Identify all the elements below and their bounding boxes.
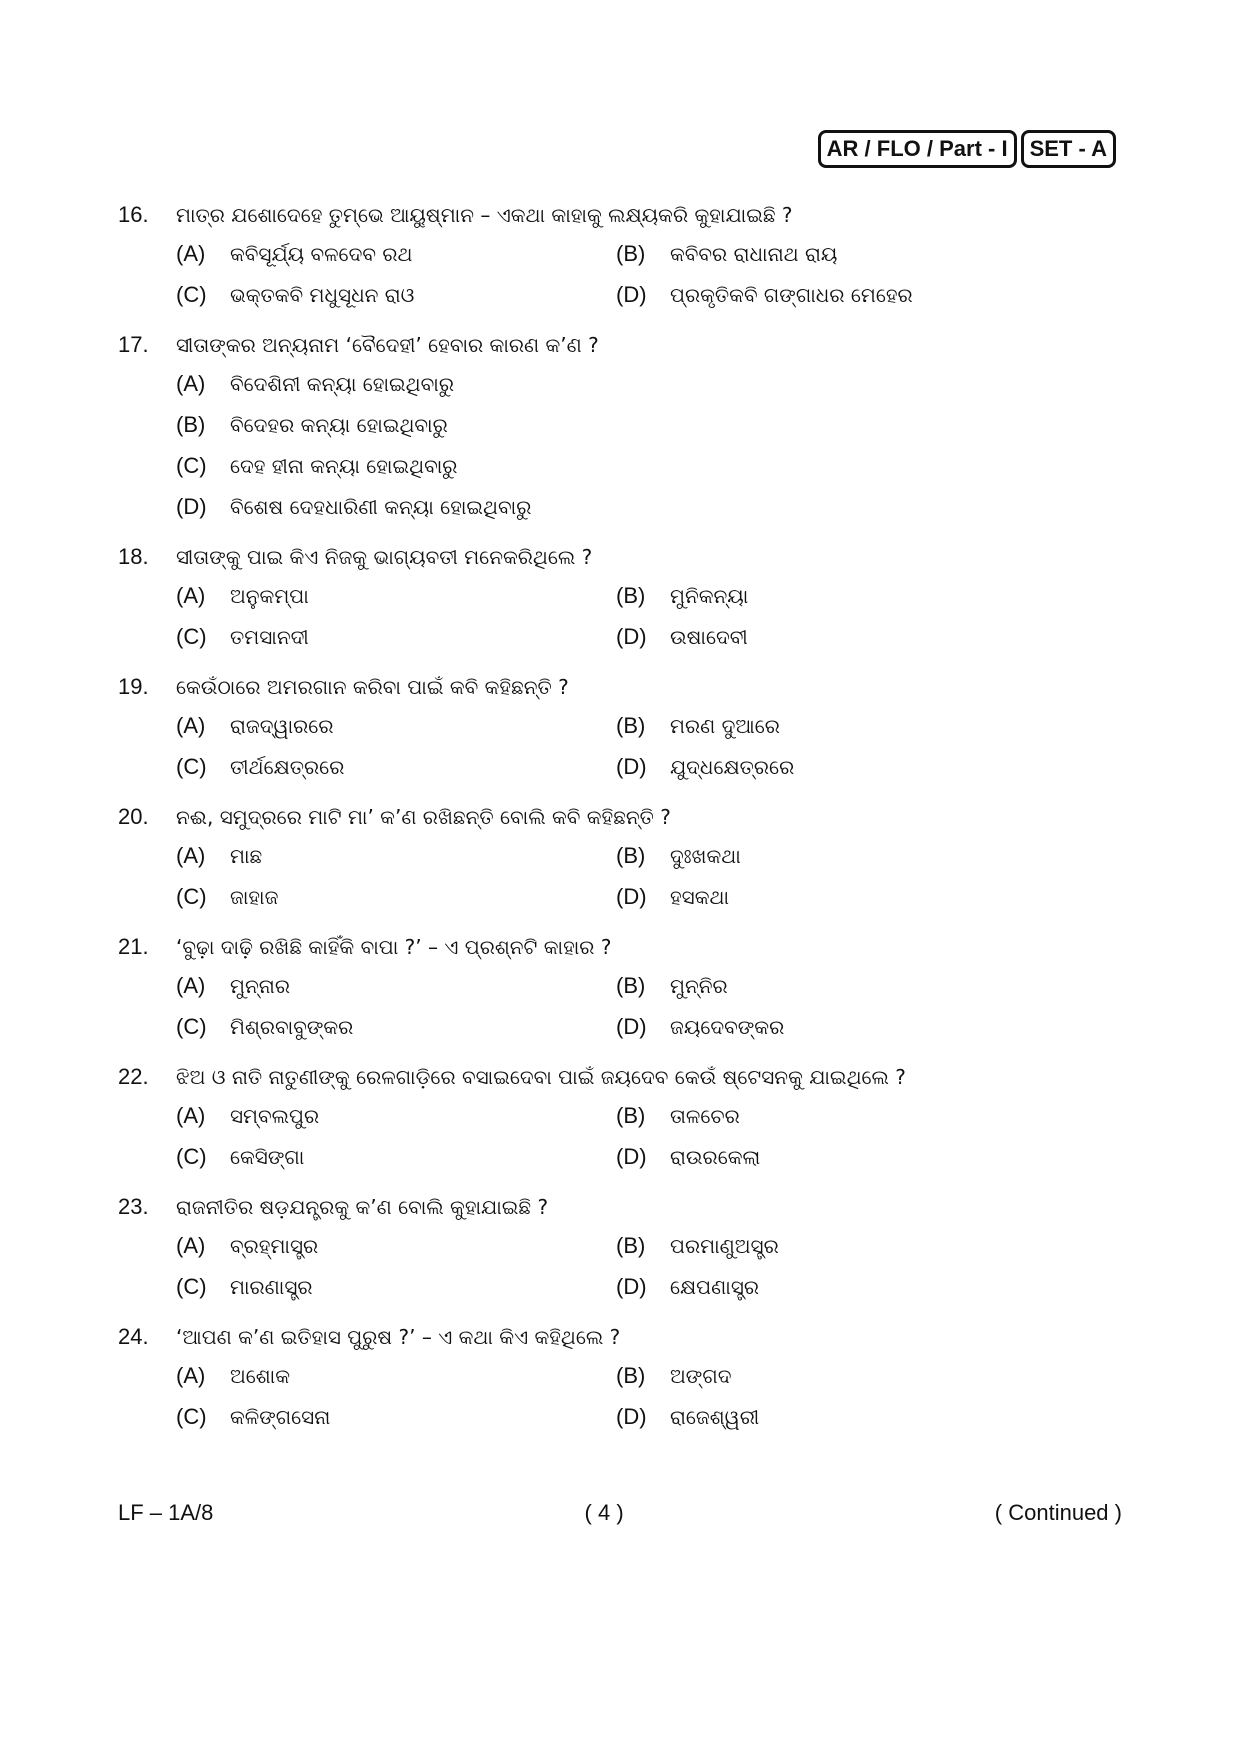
option-text: ଭକ୍ତକବି ମଧୁସୂଧନ ରାଓ	[230, 282, 415, 307]
option-row	[118, 445, 1118, 486]
option-label: (D)	[616, 883, 647, 909]
option-text: ପ୍ରକୃତିକବି ଗଙ୍ଗାଧର ମେହେର	[670, 282, 913, 307]
option-row	[118, 1396, 1118, 1437]
question	[118, 668, 1118, 787]
option-label: (A)	[176, 370, 206, 396]
answer-option	[616, 843, 1056, 869]
question	[118, 1058, 1118, 1177]
option-row	[118, 965, 1118, 1006]
question-stem	[118, 1318, 1118, 1355]
question-text: ଝିଅ ଓ ନାତି ନାତୁଣୀଙ୍କୁ ରେଳଗାଡ଼ିରେ ବସାଇଦେବା ପାଇଁ ଜୟଦେବ କେଉଁ ଷ୍ଟେସନକୁ ଯାଇଥିଲେ ?	[176, 1064, 906, 1089]
option-label: (A)	[176, 1232, 206, 1258]
option-text: କ୍ଷେପଣାସ୍ତ୍ର	[670, 1274, 760, 1299]
answer-option	[176, 412, 616, 438]
paper-code-header	[818, 130, 1116, 168]
option-row	[118, 746, 1118, 787]
option-label: (A)	[176, 1362, 206, 1388]
option-label: (D)	[616, 1273, 647, 1299]
answer-option	[176, 754, 616, 780]
option-text: ଦେହ ହୀନା କନ୍ୟା ହୋଇଥିବାରୁ	[230, 453, 458, 478]
option-row	[118, 835, 1118, 876]
option-label: (D)	[616, 1143, 647, 1169]
option-label: (C)	[176, 1143, 207, 1169]
answer-option	[176, 282, 616, 308]
option-row	[118, 876, 1118, 917]
question-number: 24.	[118, 1323, 149, 1349]
option-label: (D)	[616, 1403, 647, 1429]
answer-option	[176, 1144, 616, 1170]
question	[118, 1318, 1118, 1437]
option-row	[118, 1225, 1118, 1266]
question-stem	[118, 196, 1118, 233]
option-label: (B)	[616, 1362, 646, 1388]
option-label: (C)	[176, 1403, 207, 1429]
option-text: ରାଜେଶ୍ୱରୀ	[670, 1404, 760, 1429]
option-row	[118, 486, 1118, 527]
option-text: ଯୁଦ୍ଧକ୍ଷେତ୍ରରେ	[670, 754, 795, 779]
page-number: ( 4 )	[584, 1500, 624, 1525]
option-label: (C)	[176, 753, 207, 779]
question-text: ସୀତାଙ୍କର ଅନ୍ୟନାମ ‘ବୈଦେହୀ’ ହେବାର କାରଣ କ’ଣ ?	[176, 332, 599, 357]
option-text: ମାରଣାସ୍ତ୍ର	[230, 1274, 313, 1299]
answer-option	[176, 884, 616, 910]
question-text: ମାତ୍ର ଯଶୋଦେହେ ତୁମ୍ଭେ ଆୟୁଷ୍ମାନ – ଏକଥା କାହାକୁ ଲକ୍ଷ୍ୟକରି କୁହାଯାଇଛି ?	[176, 202, 793, 227]
question-list	[118, 196, 1118, 1448]
answer-option	[616, 1363, 1056, 1389]
answer-option	[176, 973, 616, 999]
question	[118, 326, 1118, 527]
question	[118, 538, 1118, 657]
option-text: ଅଙ୍ଗଦ	[670, 1363, 732, 1388]
option-row	[118, 404, 1118, 445]
option-text: ତାଳଚେର	[670, 1103, 740, 1128]
option-label: (A)	[176, 712, 206, 738]
answer-option	[616, 1404, 1056, 1430]
question	[118, 1188, 1118, 1307]
option-label: (C)	[176, 452, 207, 478]
question-stem	[118, 326, 1118, 363]
option-text: ରାଉରକେଲା	[670, 1144, 761, 1169]
option-text: ଜୟଦେବଙ୍କର	[670, 1014, 785, 1039]
question-number: 22.	[118, 1063, 149, 1089]
question-number: 16.	[118, 201, 149, 227]
option-label: (C)	[176, 883, 207, 909]
answer-option	[616, 973, 1056, 999]
option-row	[118, 1006, 1118, 1047]
paper-code-tag: AR / FLO / Part - I	[818, 130, 1017, 168]
option-label: (B)	[616, 842, 646, 868]
answer-option	[176, 1014, 616, 1040]
option-text: କଳିଙ୍ଗସେନା	[230, 1404, 331, 1429]
page-footer	[118, 1500, 1122, 1526]
option-label: (B)	[616, 240, 646, 266]
option-row	[118, 705, 1118, 746]
option-text: ରାଜଦ୍ୱାରରେ	[230, 713, 334, 738]
option-label: (C)	[176, 281, 207, 307]
question-stem	[118, 1058, 1118, 1095]
question-text: ନଈ, ସମୁଦ୍ରରେ ମାଟି ମା’ କ’ଣ ରଖିଛନ୍ତି ବୋଲି କବି କହିଛନ୍ତି ?	[176, 804, 671, 829]
answer-option	[616, 884, 1056, 910]
answer-option	[176, 713, 616, 739]
question-number: 17.	[118, 331, 149, 357]
option-text: ବିଦେହର କନ୍ୟା ହୋଇଥିବାରୁ	[230, 412, 448, 437]
answer-option	[176, 241, 616, 267]
answer-option	[616, 282, 1056, 308]
option-text: ମୁନିକନ୍ୟା	[670, 583, 749, 608]
option-label: (A)	[176, 972, 206, 998]
option-row	[118, 233, 1118, 274]
answer-option	[616, 583, 1056, 609]
question-number: 21.	[118, 933, 149, 959]
option-text: ପରମାଣୁଅସ୍ତ୍ର	[670, 1233, 779, 1258]
option-label: (D)	[616, 281, 647, 307]
option-text: କେସିଙ୍ଗା	[230, 1144, 305, 1169]
option-row	[118, 274, 1118, 315]
answer-option	[176, 843, 616, 869]
option-label: (D)	[616, 753, 647, 779]
option-label: (B)	[616, 972, 646, 998]
set-tag: SET - A	[1021, 130, 1116, 168]
option-label: (C)	[176, 1013, 207, 1039]
option-text: କବିବର ରାଧାନାଥ ରାୟ	[670, 241, 838, 266]
question-text: ‘ଆପଣ କ’ଣ ଇତିହାସ ପୁରୁଷ ?’ – ଏ କଥା କିଏ କହିଥିଲେ ?	[176, 1324, 621, 1349]
answer-option	[176, 453, 616, 479]
answer-option	[176, 494, 616, 520]
option-row	[118, 1266, 1118, 1307]
answer-option	[176, 624, 616, 650]
option-text: ମୁନ୍ନାର	[230, 973, 290, 998]
question-stem	[118, 538, 1118, 575]
question-stem	[118, 798, 1118, 835]
option-text: ବ୍ରହ୍ମାସ୍ତ୍ର	[230, 1233, 319, 1258]
answer-option	[176, 371, 616, 397]
option-label: (B)	[616, 582, 646, 608]
question-stem	[118, 668, 1118, 705]
option-row	[118, 575, 1118, 616]
option-label: (A)	[176, 1102, 206, 1128]
question-number: 18.	[118, 543, 149, 569]
answer-option	[616, 1103, 1056, 1129]
question-text: ରାଜନୀତିର ଷଡ଼ଯନ୍ତ୍ରକୁ କ’ଣ ବୋଲି କୁହାଯାଇଛି ?	[176, 1194, 549, 1219]
footer-code: LF – 1A/8	[118, 1500, 214, 1525]
answer-option	[616, 1144, 1056, 1170]
question-number: 23.	[118, 1193, 149, 1219]
answer-option	[176, 1103, 616, 1129]
option-text: ହସକଥା	[670, 884, 729, 909]
option-text: ବିଦେଶିନୀ କନ୍ୟା ହୋଇଥିବାରୁ	[230, 371, 454, 396]
option-row	[118, 363, 1118, 404]
option-label: (D)	[616, 1013, 647, 1039]
answer-option	[176, 583, 616, 609]
answer-option	[616, 1014, 1056, 1040]
option-text: ମୁନ୍ନିର	[670, 973, 728, 998]
option-text: ତମସାନଦୀ	[230, 624, 309, 649]
option-label: (A)	[176, 240, 206, 266]
answer-option	[616, 624, 1056, 650]
answer-option	[616, 754, 1056, 780]
option-text: ମିଶ୍ରବାବୁଙ୍କର	[230, 1014, 354, 1039]
answer-option	[176, 1233, 616, 1259]
option-row	[118, 616, 1118, 657]
option-label: (C)	[176, 1273, 207, 1299]
option-text: ଦୁଃଖକଥା	[670, 843, 741, 868]
option-label: (B)	[176, 411, 206, 437]
answer-option	[176, 1363, 616, 1389]
option-label: (A)	[176, 842, 206, 868]
question-number: 19.	[118, 673, 149, 699]
question-text: ସୀତାଙ୍କୁ ପାଇ କିଏ ନିଜକୁ ଭାଗ୍ୟବତୀ ମନେକରିଥିଲେ ?	[176, 544, 593, 569]
option-label: (B)	[616, 712, 646, 738]
option-text: ମରଣ ଦୁଆରେ	[670, 713, 780, 738]
option-label: (D)	[616, 623, 647, 649]
question-stem	[118, 1188, 1118, 1225]
question-stem	[118, 928, 1118, 965]
option-text: ସମ୍ବଲପୁର	[230, 1103, 320, 1128]
question	[118, 928, 1118, 1047]
option-label: (A)	[176, 582, 206, 608]
question	[118, 798, 1118, 917]
option-text: ଅଶୋକ	[230, 1363, 291, 1388]
answer-option	[176, 1404, 616, 1430]
option-row	[118, 1355, 1118, 1396]
question-text: କେଉଁଠାରେ ଅମରଗାନ କରିବା ପାଇଁ କବି କହିଛନ୍ତି ?	[176, 674, 569, 699]
option-row	[118, 1095, 1118, 1136]
question-number: 20.	[118, 803, 149, 829]
question-text: ‘ବୁଢ଼ା ଦାଢ଼ି ରଖିଛି କାହିଁକି ବାପା ?’ – ଏ ପ୍ରଶ୍ନଟି କାହାର ?	[176, 934, 612, 959]
option-text: ଅନୁକମ୍ପା	[230, 583, 309, 608]
question	[118, 196, 1118, 315]
option-text: ଉଷାଦେବୀ	[670, 624, 748, 649]
option-text: ଜାହାଜ	[230, 884, 279, 909]
option-label: (B)	[616, 1102, 646, 1128]
option-row	[118, 1136, 1118, 1177]
option-text: ବିଶେଷ ଦେହଧାରିଣୀ କନ୍ୟା ହୋଇଥିବାରୁ	[230, 494, 532, 519]
answer-option	[616, 1233, 1056, 1259]
option-text: ମାଛ	[230, 843, 263, 868]
answer-option	[176, 1274, 616, 1300]
continued-label: ( Continued )	[994, 1500, 1122, 1525]
option-label: (D)	[176, 493, 207, 519]
option-label: (B)	[616, 1232, 646, 1258]
answer-option	[616, 1274, 1056, 1300]
option-text: ତୀର୍ଥକ୍ଷେତ୍ରରେ	[230, 754, 345, 779]
option-label: (C)	[176, 623, 207, 649]
answer-option	[616, 713, 1056, 739]
option-text: କବିସୂର୍ଯ୍ୟ ବଳଦେବ ରଥ	[230, 241, 413, 266]
answer-option	[616, 241, 1056, 267]
